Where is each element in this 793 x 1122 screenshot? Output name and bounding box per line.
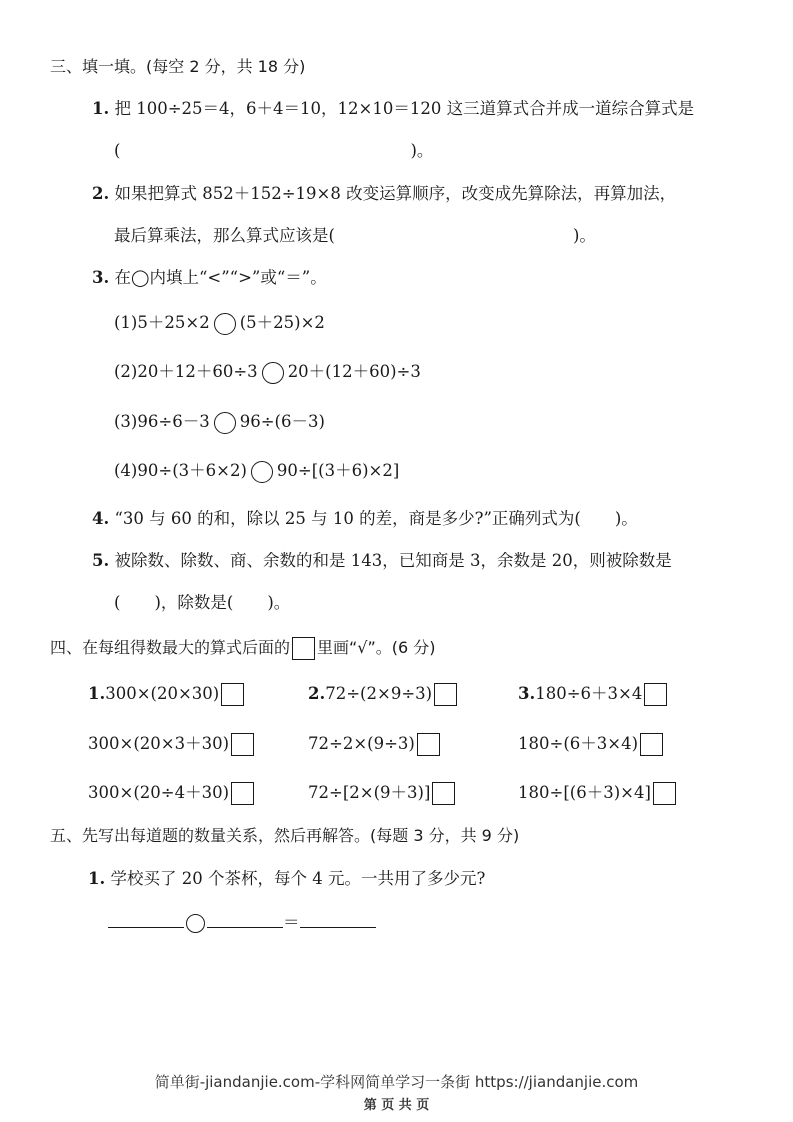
question-number: 1. [88,869,106,888]
expression: 300×(20×30) [105,684,220,703]
question-text: 在◯内填上“<”“>”或“＝”。 [114,268,327,287]
answer-line[interactable] [108,927,184,928]
close-paren: )。 [614,509,638,528]
section4-title [50,637,436,660]
group-3-row-3 [518,782,676,805]
compare-circle[interactable] [262,362,284,384]
question-text: 如果把算式 852＋152÷19×8 改变运算顺序，改变成先算除法，再算加法， [114,184,677,203]
section5-title: 五、先写出每道题的数量关系，然后再解答。(每题 3 分，共 9 分) [50,826,520,845]
question-3-5 [92,550,672,572]
group-1-row-1 [88,683,244,706]
close-paren: )。 [267,593,291,612]
question-3-5-line2 [114,592,290,614]
question-text: 把 100÷25＝4，6＋4＝10，12×10＝120 这三道算式合并成一道综合算式是 [114,99,695,118]
question-number: 1. [92,99,110,118]
compare-circle[interactable] [251,461,273,483]
question-text: 被除数、除数、商、余数的和是 143，已知商是 3，余数是 20，则被除数是 [114,551,672,570]
group-number: 2. [308,684,326,703]
question-number: 5. [92,551,110,570]
check-box[interactable] [221,683,244,706]
group-1-row-2 [88,733,254,756]
expression: 180÷[(6＋3)×4] [518,783,651,802]
answer-blank-3-1[interactable] [114,140,433,162]
compare-right: 20＋(12＋60)÷3 [287,362,421,381]
answer-line[interactable] [300,927,376,928]
compare-left: (3)96÷6－3 [114,412,210,431]
expression: 180÷(6＋3×4) [518,734,639,753]
section4-title-a: 四、在每组得数最大的算式后面的 [50,638,291,657]
check-box[interactable] [417,733,440,756]
group-number: 3. [518,684,536,703]
question-3-4 [92,508,638,530]
group-3-row-2 [518,733,663,756]
check-box[interactable] [434,683,457,706]
compare-item-3 [114,411,325,434]
compare-left: (4)90÷(3＋6×2) [114,461,247,480]
question-3-1 [92,98,694,120]
check-box[interactable] [432,782,455,805]
question-text: 学校买了 20 个茶杯，每个 4 元。一共用了多少元? [110,869,486,888]
expression: 300×(20×3＋30) [88,734,230,753]
group-1-row-3 [88,782,254,805]
close-paren: )。 [410,141,434,160]
question-number: 3. [92,268,110,287]
footer-site: 简单街-jiandanjie.com-学科网简单学习一条街 https://jiandanjie.com [154,1073,639,1091]
open-paren: ( [114,141,121,160]
check-box[interactable] [644,683,667,706]
answer-blank-3-2[interactable] [114,225,596,247]
compare-circle[interactable] [214,412,236,434]
group-3-row-1 [518,683,667,706]
expression: 72÷(2×9÷3) [325,684,433,703]
group-2-row-2 [308,733,440,756]
expression: 300×(20÷4＋30) [88,783,230,802]
expression: 180÷6＋3×4 [535,684,643,703]
question-3-3 [92,267,327,289]
open-paren: ( [114,593,121,612]
operator-circle[interactable] [186,914,205,933]
question-number: 4. [92,509,110,528]
compare-left: (2)20＋12＋60÷3 [114,362,258,381]
group-number: 1. [88,684,106,703]
checkbox-icon [292,637,315,660]
group-2-row-1 [308,683,457,706]
compare-circle[interactable] [214,313,236,335]
question-3-2 [92,183,676,205]
check-box[interactable] [231,733,254,756]
question-text: “30 与 60 的和，除以 25 与 10 的差，商是多少?”正确列式为( [114,509,581,528]
compare-left: (1)5＋25×2 [114,313,210,332]
compare-item-4 [114,460,399,483]
compare-item-2 [114,361,421,384]
check-box[interactable] [653,782,676,805]
equals-sign: ＝ [283,913,300,932]
footer-page: 第 页 共 页 [363,1098,430,1113]
compare-right: 96÷(6－3) [239,412,325,431]
answer-line[interactable] [207,927,283,928]
compare-right: (5＋25)×2 [239,313,325,332]
question-text-line2: 最后算乘法，那么算式应该是( [114,226,335,245]
relation-answer-row [108,912,376,934]
expression: 72÷2×(9÷3) [308,734,415,753]
question-number: 2. [92,184,110,203]
section3-title: 三、填一填。(每空 2 分，共 18 分) [50,57,306,76]
compare-right: 90÷[(3＋6)×2] [276,461,400,480]
question-text: )，除数是( [154,593,234,612]
check-box[interactable] [640,733,663,756]
section4-title-b: 里画“√”。(6 分) [317,638,436,657]
check-box[interactable] [231,782,254,805]
close-paren: )。 [572,226,596,245]
expression: 72÷[2×(9＋3)] [308,783,431,802]
compare-item-1 [114,312,325,335]
question-5-1 [88,868,485,890]
group-2-row-3 [308,782,455,805]
